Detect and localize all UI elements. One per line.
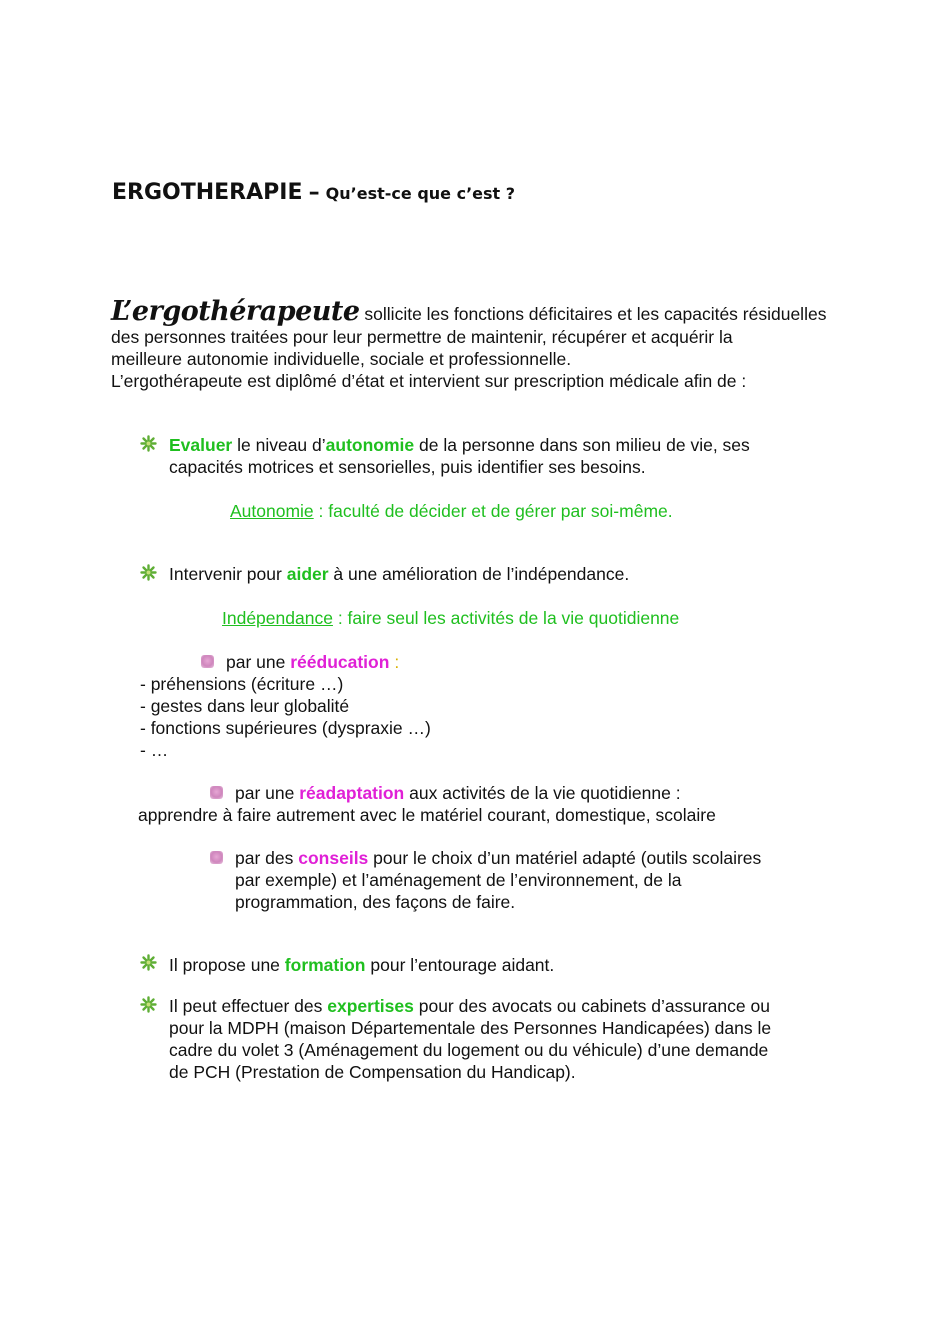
bullet3-text-a: Il propose une [169,955,280,975]
reeducation-item: - préhensions (écriture …) [140,674,344,694]
readaptation-text-a: par une [235,783,295,803]
bullet-evaluer-line-2: capacités motrices et sensorielles, puis identifier ses besoins. [169,457,646,477]
definition-autonomie-term: Autonomie [230,501,314,521]
bullet1-text-a: le niveau d’ [237,435,326,455]
readaptation-line-2: apprendre à faire autrement avec le matériel courant, domestique, scolaire [138,805,716,825]
green-star-bullet-icon [140,435,157,452]
keyword-conseils: conseils [298,848,369,868]
conseils-text-a: par des [235,848,294,868]
intro-lead: L’ergothérapeute [111,296,360,327]
conseils-line-3: programmation, des façons de faire. [235,892,516,912]
bullet-expertises-line-1 [169,995,770,1017]
pink-square-bullet-icon [201,655,214,668]
bullet1-text-b: de la personne dans son milieu de vie, ses [419,435,750,455]
bullet-expertises-line-4: de PCH (Prestation de Compensation du Handicap). [169,1062,576,1082]
intro-line-4: L’ergothérapeute est diplômé d’état et intervient sur prescription médicale afin de : [111,371,747,391]
title-main: ERGOTHERAPIE [112,180,303,205]
definition-independance-term: Indépendance [222,608,333,628]
bullet4-text-a: Il peut effectuer des [169,996,323,1016]
pink-square-bullet-icon [210,786,223,799]
bullet-intervenir [169,563,629,585]
green-star-bullet-icon [140,996,157,1013]
keyword-evaluer: Evaluer [169,435,233,455]
conseils-text-b: pour le choix d’un matériel adapté (outils scolaires [373,848,762,868]
definition-autonomie-text: : faculté de décider et de gérer par soi-même. [318,501,673,521]
keyword-autonomie: autonomie [325,435,415,455]
keyword-reeducation: rééducation [290,652,390,672]
bullet-expertises-line-2: pour la MDPH (maison Départementale des Personnes Handicapées) dans le [169,1018,772,1038]
bullet2-text-b: à une amélioration de l’indépendance. [333,564,630,584]
intro-line-2: des personnes traitées pour leur permettre de maintenir, récupérer et acquérir la [111,327,733,347]
title-sub: Qu’est-ce que c’est ? [325,184,516,203]
page-title [112,180,515,207]
bullet-formation [169,954,554,976]
definition-independance [222,607,679,629]
definition-independance-text: : faire seul les activités de la vie quotidienne [337,608,680,628]
definition-autonomie [230,500,673,522]
reeducation-item: - gestes dans leur globalité [140,696,350,716]
conseils-line-1 [235,847,761,869]
reeducation-item: - fonctions supérieures (dyspraxie …) [140,718,431,738]
green-star-bullet-icon [140,954,157,971]
green-star-bullet-icon [140,564,157,581]
intro-line-3: meilleure autonomie individuelle, sociale et professionnelle. [111,349,572,369]
keyword-aider: aider [286,564,329,584]
pink-square-bullet-icon [210,851,223,864]
reeducation-colon: : [394,652,400,672]
reeducation-heading [226,651,399,673]
readaptation-line-1 [235,782,681,804]
title-separator: – [308,180,320,205]
bullet-expertises-line-3: cadre du volet 3 (Aménagement du logement ou du véhicule) d’une demande [169,1040,769,1060]
keyword-expertises: expertises [327,996,414,1016]
readaptation-text-b: aux activités de la vie quotidienne : [409,783,681,803]
reeducation-text: par une [226,652,286,672]
bullet-evaluer-line-1 [169,434,750,456]
intro-line1-rest: sollicite les fonctions déficitaires et les capacités résiduelles [364,304,827,324]
bullet4-text-b: pour des avocats ou cabinets d’assurance ou [418,996,770,1016]
bullet3-text-b: pour l’entourage aidant. [370,955,555,975]
keyword-readaptation: réadaptation [299,783,405,803]
keyword-formation: formation [284,955,366,975]
conseils-line-2: par exemple) et l’aménagement de l’environnement, de la [235,870,682,890]
intro-line-1 [111,296,826,330]
bullet2-text-a: Intervenir pour [169,564,282,584]
reeducation-item: - … [140,740,169,760]
